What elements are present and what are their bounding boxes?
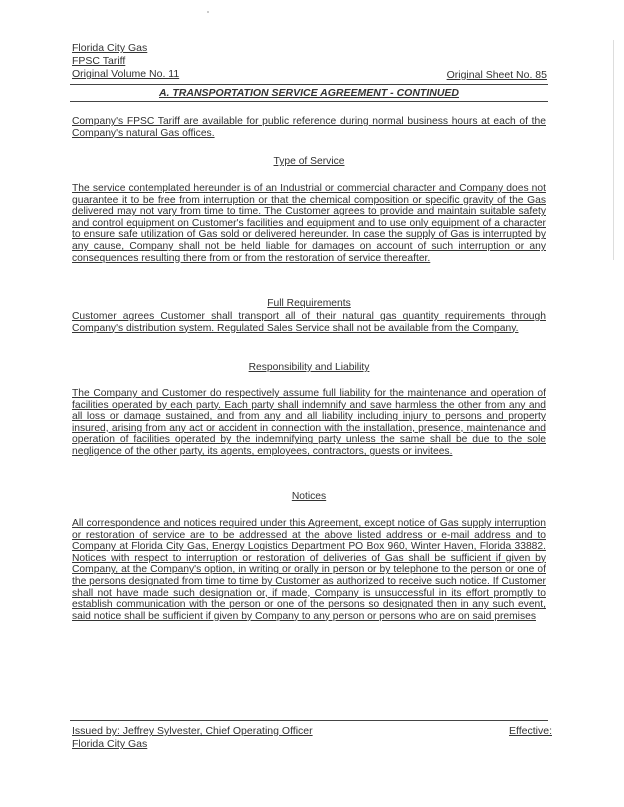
header-block [72, 42, 179, 81]
intro-paragraph: Company's FPSC Tariff are available for public reference during normal business hours at each of the Company's natural Gas offices. [72, 116, 546, 139]
section-heading-notices: Notices [291, 491, 327, 502]
section-heading-type-of-service: Type of Service [273, 156, 345, 167]
footer-issued-by: Issued by: Jeffrey Sylvester, Chief Operating Officer [72, 725, 313, 737]
section-heading-responsibility: Responsibility and Liability [248, 362, 370, 373]
scan-edge-mark [613, 40, 614, 260]
section-body-type-of-service: The service contemplated hereunder is of an Industrial or commercial character and Company does not guarantee it to be free from interruption or that the chemical composition or specific gravity of the Gas delivered may not vary from time to time. The Customer agrees to provide and maintain suitable safety and control equipment on Customer's facilities and equipment and to use only equipment of a character to ensure safe utilization of Gas sold or delivered hereunder. In case the supply of Gas is interrupted by any cause, Company shall not be held liable for damages on account of such interruption or any consequences resulting there from or from the restoration of service thereafter. [72, 183, 546, 264]
section-body-notices: All correspondence and notices required under this Agreement, except notice of Gas supply interruption or restoration of service are to be addressed at the above listed address or e-mail address and to Company at Florida City Gas, Energy Logistics Department PO Box 960, Winter Haven, Florida 33882. Notices with respect to interruption or restoration of deliveries of Gas shall be sufficient if given by Company, at the Company's option, in writing or orally in person or by telephone to the person or one of the persons designated from time to time by Customer as authorized to receive such notice. If Customer shall not have made such designation or, if made, Company is unsuccessful in its effort promptly to establish communication with the person or one of the persons so designated then in any such event, said notice shall be sufficient if given by Company to any person or persons who are on said premises [72, 518, 546, 622]
scan-speck [207, 11, 209, 13]
section-heading-full-requirements: Full Requirements [267, 298, 351, 309]
section-body-full-requirements: Customer agrees Customer shall transport all of their natural gas quantity requirements through Company's distribution system. Regulated Sales Service shall not be available from the Company. [72, 311, 546, 334]
header-rule [70, 84, 548, 85]
header-company: Florida City Gas [72, 42, 148, 54]
footer-effective: Effective: [509, 725, 552, 737]
header-sheet-number: Original Sheet No. 85 [446, 69, 547, 81]
header-volume: Original Volume No. 11 [72, 68, 180, 80]
footer-block [72, 725, 313, 751]
footer-rule [70, 720, 548, 721]
title-rule [70, 101, 548, 102]
page-title: A. TRANSPORTATION SERVICE AGREEMENT - CONTINUED [158, 87, 460, 99]
footer-company: Florida City Gas [72, 738, 148, 750]
header-tariff: FPSC Tariff [72, 55, 126, 67]
section-body-responsibility: The Company and Customer do respectively assume full liability for the maintenance and operation of facilities operated by each party. Each party shall indemnify and save harmless the other from any and all loss or damage sustained, and from any and all liability including injury to persons and property insured, arising from any act or accident in connection with the installation, presence, maintenance and operation of facilities operated by the indemnifying party unless the same shall be due to the sole negligence of the other party, its agents, employees, contractors, guests or invitees. [72, 388, 546, 457]
